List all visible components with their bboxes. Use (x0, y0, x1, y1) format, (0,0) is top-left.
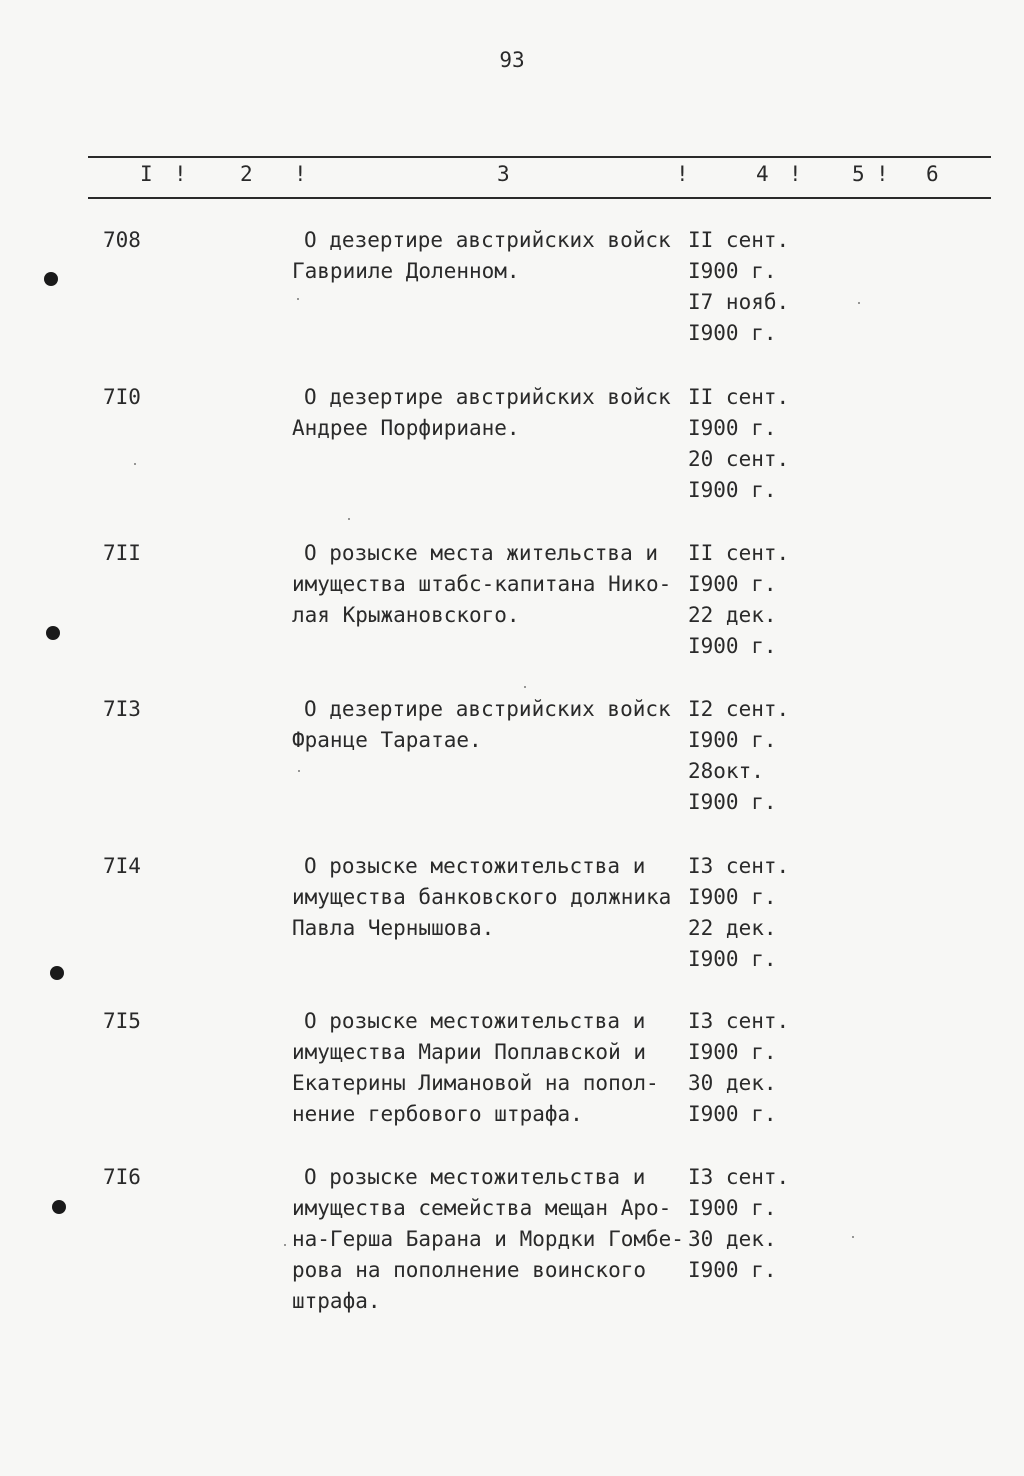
record-description-line: О розыске местожительства и (304, 1165, 646, 1189)
record-date-line: I900 г. (688, 416, 777, 440)
record-date-line: I3 сент. (688, 854, 790, 878)
record-description-line: О розыске места жительства и (304, 541, 659, 565)
record-description-line: штрафа. (292, 1289, 381, 1313)
record-description-line: лая Крыжановского. (292, 603, 520, 627)
punch-hole-mark (44, 272, 58, 286)
record-description-line: имущества банковского должника (292, 885, 672, 909)
record-date-line: I900 г. (688, 728, 777, 752)
scan-speck (284, 1244, 286, 1246)
punch-hole-mark (52, 1200, 66, 1214)
record-date-line: 22 дек. (688, 916, 777, 940)
record-description-line: О дезертире австрийских войск (304, 228, 671, 252)
header-col-4: 4 (756, 162, 769, 186)
record-date-line: II сент. (688, 385, 790, 409)
record-date-line: I2 сент. (688, 697, 790, 721)
scan-speck (524, 686, 526, 688)
punch-hole-mark (50, 966, 64, 980)
scan-speck (297, 298, 299, 300)
scan-speck (858, 302, 860, 304)
record-description-line: Екатерины Лимановой на попол- (292, 1071, 659, 1095)
record-date-line: I900 г. (688, 321, 777, 345)
record-date-line: 28окт. (688, 759, 764, 783)
record-description-line: Гаврииле Доленном. (292, 259, 520, 283)
scan-speck (134, 463, 136, 465)
record-number: 7I5 (103, 1009, 141, 1033)
header-col-6: 6 (926, 162, 939, 186)
header-col-5: 5 (852, 162, 865, 186)
record-date-line: II сент. (688, 228, 790, 252)
record-number: 7I0 (103, 385, 141, 409)
header-separator: ! (174, 162, 187, 186)
record-description-line: Павла Чернышова. (292, 916, 495, 940)
header-separator: ! (676, 162, 689, 186)
record-description-line: О дезертире австрийских войск (304, 385, 671, 409)
record-date-line: 20 сент. (688, 447, 790, 471)
record-description-line: имущества Марии Поплавской и (292, 1040, 647, 1064)
header-separator: ! (789, 162, 802, 186)
record-date-line: I900 г. (688, 259, 777, 283)
table-top-rule (88, 156, 991, 158)
record-number: 7II (103, 541, 141, 565)
table-header-rule (88, 197, 991, 199)
record-date-line: I900 г. (688, 634, 777, 658)
record-date-line: II сент. (688, 541, 790, 565)
scan-speck (852, 1236, 854, 1238)
record-number: 7I6 (103, 1165, 141, 1189)
record-date-line: I900 г. (688, 572, 777, 596)
record-date-line: I900 г. (688, 947, 777, 971)
record-description-line: имущества семейства мещан Аро- (292, 1196, 672, 1220)
record-description-line: Франце Таратае. (292, 728, 482, 752)
header-col-2: 2 (240, 162, 253, 186)
record-date-line: I900 г. (688, 790, 777, 814)
record-description-line: на-Герша Барана и Мордки Гомбе- (292, 1227, 684, 1251)
record-date-line: I900 г. (688, 1196, 777, 1220)
record-date-line: 30 дек. (688, 1071, 777, 1095)
record-date-line: I900 г. (688, 1040, 777, 1064)
header-separator: ! (294, 162, 307, 186)
record-date-line: I900 г. (688, 1102, 777, 1126)
record-description-line: нение гербового штрафа. (292, 1102, 583, 1126)
record-description-line: рова на пополнение воинского (292, 1258, 647, 1282)
page-number: 93 (499, 48, 525, 72)
record-date-line: I3 сент. (688, 1165, 790, 1189)
record-date-line: I900 г. (688, 885, 777, 909)
record-number: 708 (103, 228, 141, 252)
header-col-1: I (140, 162, 153, 186)
scan-speck (298, 770, 300, 772)
record-date-line: I3 сент. (688, 1009, 790, 1033)
record-date-line: 22 дек. (688, 603, 777, 627)
record-description-line: О дезертире австрийских войск (304, 697, 671, 721)
record-description-line: Андрее Порфириане. (292, 416, 520, 440)
scan-speck (348, 518, 350, 520)
record-date-line: 30 дек. (688, 1227, 777, 1251)
record-description-line: О розыске местожительства и (304, 1009, 646, 1033)
record-date-line: I900 г. (688, 478, 777, 502)
header-separator: ! (876, 162, 889, 186)
record-date-line: I900 г. (688, 1258, 777, 1282)
punch-hole-mark (46, 626, 60, 640)
record-number: 7I4 (103, 854, 141, 878)
record-number: 7I3 (103, 697, 141, 721)
record-date-line: I7 нояб. (688, 290, 790, 314)
record-description-line: имущества штабс-капитана Нико- (292, 572, 672, 596)
record-description-line: О розыске местожительства и (304, 854, 646, 878)
header-col-3: 3 (497, 162, 510, 186)
